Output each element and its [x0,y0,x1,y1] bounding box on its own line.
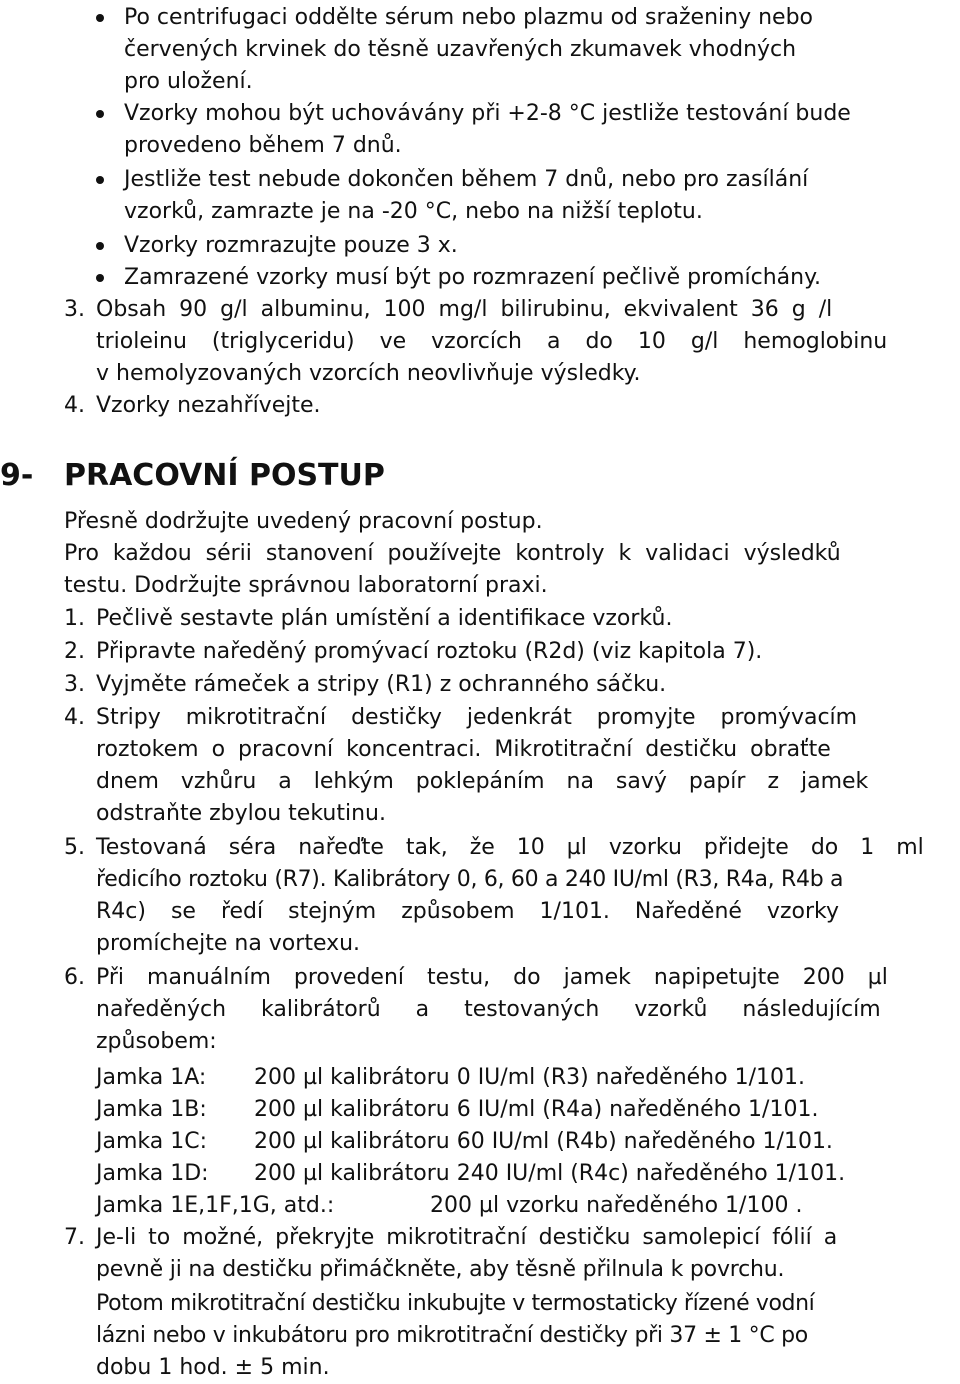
bullet-text-line: červených krvinek do těsně uzavřených zkumavek vhodných [124,37,797,62]
bullet-dot [96,176,104,184]
well-text: 200 µl kalibrátoru 6 IU/ml (R4a) naředěného 1/101. [254,1097,819,1122]
step-text-line: lázni nebo v inkubátoru pro mikrotitrační destičky při 37 ± 1 °C po [96,1323,808,1348]
bullet-dot [96,274,104,282]
well-text: 200 µl kalibrátoru 240 IU/ml (R4c) naředěného 1/101. [254,1161,846,1186]
item-number: 3. [64,297,85,322]
step-text-line: dobu 1 hod. ± 5 min. [96,1355,330,1380]
bullet-text-line: pro uložení. [124,69,253,94]
step-text-line: ředicího roztoku (R7). Kalibrátory 0, 6, 60 a 240 IU/ml (R3, R4a, R4b a [96,867,844,892]
well-label: Jamka 1D: [96,1161,209,1186]
bullet-dot [96,14,104,22]
bullet-text-line: Po centrifugaci oddělte sérum nebo plazmu od sraženiny nebo [124,5,814,30]
well-text: 200 µl vzorku naředěného 1/100 . [430,1193,803,1218]
step-number: 1. [64,606,85,631]
bullet-text-line: Vzorky mohou být uchovávány při +2-8 °C jestliže testování bude [124,101,851,126]
step-text-line: naředěných kalibrátorů a testovaných vzorků následujícím [96,997,881,1022]
step-text-line: způsobem: [96,1029,217,1054]
step-text-line: Testovaná séra nařeďte tak, že 10 µl vzorku přidejte do 1 ml [96,835,924,860]
intro-line: Přesně dodržujte uvedený pracovní postup. [64,509,543,534]
step-text-line: Pečlivě sestavte plán umístění a identifikace vzorků. [96,606,673,631]
item-text-line: trioleinu (triglyceridu) ve vzorcích a do 10 g/l hemoglobinu [96,329,888,354]
well-label: Jamka 1C: [96,1129,207,1154]
step-text-line: pevně ji na destičku přimáčkněte, aby těsně přilnula k povrchu. [96,1257,785,1282]
well-text: 200 µl kalibrátoru 60 IU/ml (R4b) naředěného 1/101. [254,1129,833,1154]
bullet-text-line: Vzorky rozmrazujte pouze 3 x. [124,233,458,258]
step-number: 5. [64,835,85,860]
step-text-line: roztokem o pracovní koncentraci. Mikrotitrační destičku obraťte [96,737,831,762]
well-text: 200 µl kalibrátoru 0 IU/ml (R3) naředěného 1/101. [254,1065,805,1090]
item-text-line: Vzorky nezahřívejte. [96,393,321,418]
well-label: Jamka 1B: [96,1097,207,1122]
item-text-line: v hemolyzovaných vzorcích neovlivňuje výsledky. [96,361,641,386]
step-text-line: Potom mikrotitrační destičku inkubujte v termostaticky řízené vodní [96,1291,815,1316]
step-number: 2. [64,639,85,664]
step-text-line: Připravte naředěný promývací roztoku (R2d) (viz kapitola 7). [96,639,763,664]
step-number: 6. [64,965,85,990]
step-number: 4. [64,705,85,730]
step-text-line: Je-li to možné, překryjte mikrotitrační destičku samolepicí fólií a [96,1225,838,1250]
well-label: Jamka 1A: [96,1065,207,1090]
step-text-line: Vyjměte rámeček a stripy (R1) z ochranného sáčku. [96,672,667,697]
step-number: 7. [64,1225,85,1250]
step-text-line: promíchejte na vortexu. [96,931,361,956]
bullet-text-line: provedeno během 7 dnů. [124,133,402,158]
item-number: 4. [64,393,85,418]
bullet-dot [96,242,104,250]
bullet-text-line: Zamrazené vzorky musí být po rozmrazení pečlivě promíchány. [124,265,821,290]
bullet-text-line: Jestliže test nebude dokončen během 7 dnů, nebo pro zasílání [124,167,809,192]
step-text-line: odstraňte zbylou tekutinu. [96,801,386,826]
intro-line: testu. Dodržujte správnou laboratorní praxi. [64,573,548,598]
step-number: 3. [64,672,85,697]
step-text-line: R4c) se ředí stejným způsobem 1/101. Naředěné vzorky [96,899,839,924]
bullet-text-line: vzorků, zamrazte je na -20 °C, nebo na nižší teplotu. [124,199,703,224]
bullet-dot [96,110,104,118]
section-title: PRACOVNÍ POSTUP [64,458,385,493]
well-label: Jamka 1E,1F,1G, atd.: [96,1193,335,1218]
step-text-line: Při manuálním provedení testu, do jamek napipetujte 200 µl [96,965,888,990]
step-text-line: dnem vzhůru a lehkým poklepáním na savý papír z jamek [96,769,869,794]
step-text-line: Stripy mikrotitrační destičky jedenkrát promyjte promývacím [96,705,858,730]
section-number: 9- [0,458,34,493]
item-text-line: Obsah 90 g/l albuminu, 100 mg/l bilirubinu, ekvivalent 36 g /l [96,297,833,322]
intro-line: Pro každou sérii stanovení používejte kontroly k validaci výsledků [64,541,841,566]
